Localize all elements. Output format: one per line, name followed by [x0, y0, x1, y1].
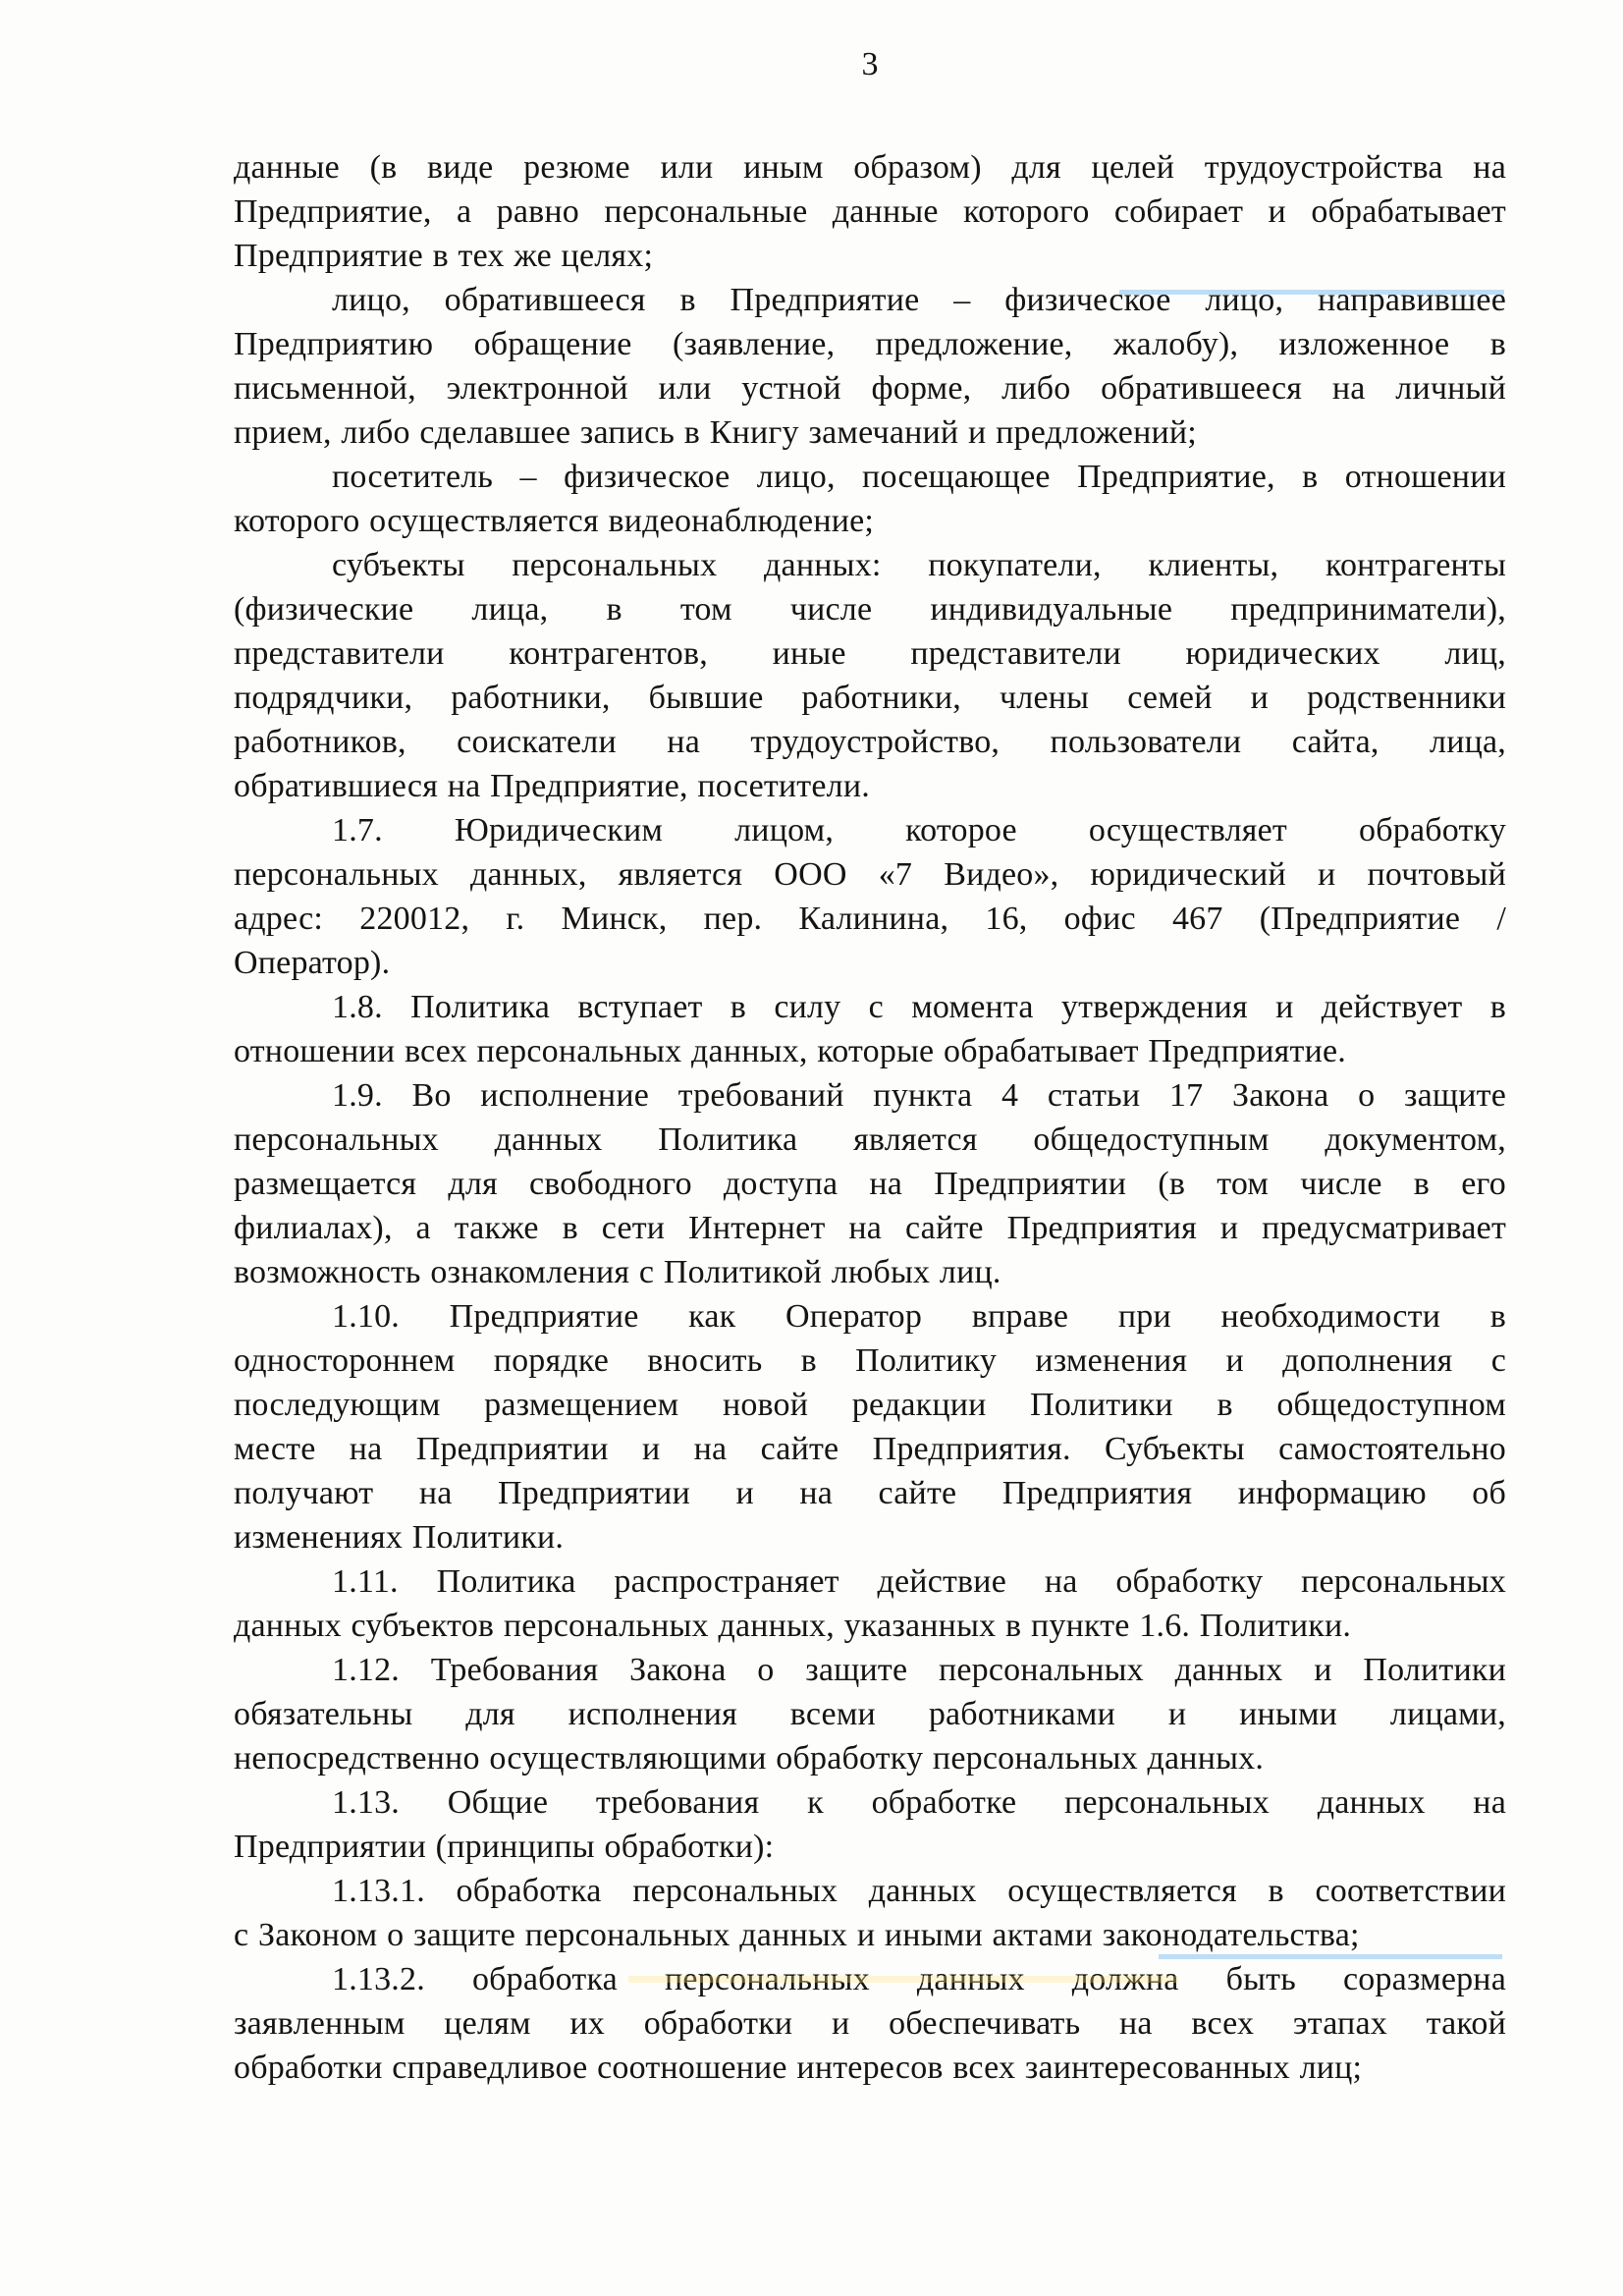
paragraph	[234, 985, 1506, 1073]
text-line: возможность ознакомления с Политикой любых лиц.	[234, 1254, 1001, 1290]
text-line: заявленным целям их обработки и обеспечивать на всех этапах такой	[234, 2005, 1506, 2042]
text-line: Предприятие в тех же целях;	[234, 238, 654, 274]
page-number: 3	[861, 46, 879, 82]
text-line: 1.9. Во исполнение требований пункта 4 статьи 17 Закона о защите	[332, 1077, 1506, 1114]
text-line: с Законом о защите персональных данных и иными актами законодательства;	[234, 1917, 1360, 1953]
text-line: получают на Предприятии и на сайте Предприятия информацию об	[234, 1475, 1506, 1511]
paragraph	[234, 1780, 1506, 1869]
text-line: 1.13. Общие требования к обработке персональных данных на	[332, 1784, 1506, 1821]
text-line: прием, либо сделавшее запись в Книгу замечаний и предложений;	[234, 414, 1197, 451]
paragraph	[234, 543, 1506, 808]
paragraph	[234, 1559, 1506, 1648]
text-line: 1.11. Политика распространяет действие на обработку персональных	[332, 1563, 1506, 1600]
text-line: письменной, электронной или устной форме, либо обратившееся на личный	[234, 370, 1506, 407]
text-line: данных субъектов персональных данных, указанных в пункте 1.6. Политики.	[234, 1608, 1352, 1644]
text-line: размещается для свободного доступа на Предприятии (в том числе в его	[234, 1166, 1506, 1202]
paragraph	[234, 145, 1506, 278]
text-line: филиалах), а также в сети Интернет на сайте Предприятия и предусматривает	[234, 1210, 1506, 1246]
text-line: данные (в виде резюме или иным образом) для целей трудоустройства на	[234, 149, 1506, 186]
paragraph	[234, 1648, 1506, 1780]
text-line: 1.13.2. обработка персональных данных должна быть соразмерна	[332, 1961, 1506, 1997]
text-line: 1.7. Юридическим лицом, которое осуществляет обработку	[332, 812, 1506, 848]
document-body	[234, 145, 1506, 2090]
text-line: посетитель – физическое лицо, посещающее Предприятие, в отношении	[332, 459, 1506, 495]
paragraph	[234, 1073, 1506, 1294]
text-line: представители контрагентов, иные представители юридических лиц,	[234, 635, 1506, 672]
text-line: 1.8. Политика вступает в силу с момента утверждения и действует в	[332, 989, 1506, 1025]
text-line: Оператор).	[234, 945, 391, 981]
text-line: работников, соискатели на трудоустройство, пользователи сайта, лица,	[234, 724, 1506, 760]
text-line: (физические лица, в том числе индивидуальные предприниматели),	[234, 591, 1506, 628]
text-line: субъекты персональных данных: покупатели, клиенты, контрагенты	[332, 547, 1506, 583]
text-line: одностороннем порядке вносить в Политику изменения и дополнения с	[234, 1342, 1506, 1379]
text-line: лицо, обратившееся в Предприятие – физическое лицо, направившее	[332, 282, 1506, 318]
paragraph	[234, 455, 1506, 543]
text-line: обработки справедливое соотношение интересов всех заинтересованных лиц;	[234, 2050, 1363, 2086]
text-line: 1.13.1. обработка персональных данных осуществляется в соответствии	[332, 1873, 1506, 1909]
text-line: адрес: 220012, г. Минск, пер. Калинина, 16, офис 467 (Предприятие /	[234, 901, 1506, 937]
text-line: 1.10. Предприятие как Оператор вправе при необходимости в	[332, 1298, 1506, 1335]
text-line: изменениях Политики.	[234, 1519, 565, 1556]
text-line: персональных данных Политика является общедоступным документом,	[234, 1121, 1506, 1158]
text-line: Предприятие, а равно персональные данные которого собирает и обрабатывает	[234, 193, 1506, 230]
text-line: непосредственно осуществляющими обработку персональных данных.	[234, 1740, 1265, 1777]
text-line: 1.12. Требования Закона о защите персональных данных и Политики	[332, 1652, 1506, 1688]
text-line: последующим размещением новой редакции Политики в общедоступном	[234, 1387, 1506, 1423]
text-line: Предприятии (принципы обработки):	[234, 1829, 775, 1865]
text-line: обязательны для исполнения всеми работниками и иными лицами,	[234, 1696, 1506, 1732]
paragraph	[234, 1869, 1506, 1957]
paragraph	[234, 1294, 1506, 1559]
text-line: отношении всех персональных данных, которые обрабатывает Предприятие.	[234, 1033, 1346, 1069]
text-line: обратившиеся на Предприятие, посетители.	[234, 768, 870, 804]
text-line: персональных данных, является ООО «7 Видео», юридический и почтовый	[234, 856, 1506, 893]
paragraph	[234, 808, 1506, 985]
paragraph	[234, 1957, 1506, 2090]
text-line: месте на Предприятии и на сайте Предприятия. Субъекты самостоятельно	[234, 1431, 1506, 1467]
text-line: которого осуществляется видеонаблюдение;	[234, 503, 875, 539]
text-line: Предприятию обращение (заявление, предложение, жалобу), изложенное в	[234, 326, 1506, 362]
paragraph	[234, 278, 1506, 455]
text-line: подрядчики, работники, бывшие работники, члены семей и родственники	[234, 680, 1506, 716]
